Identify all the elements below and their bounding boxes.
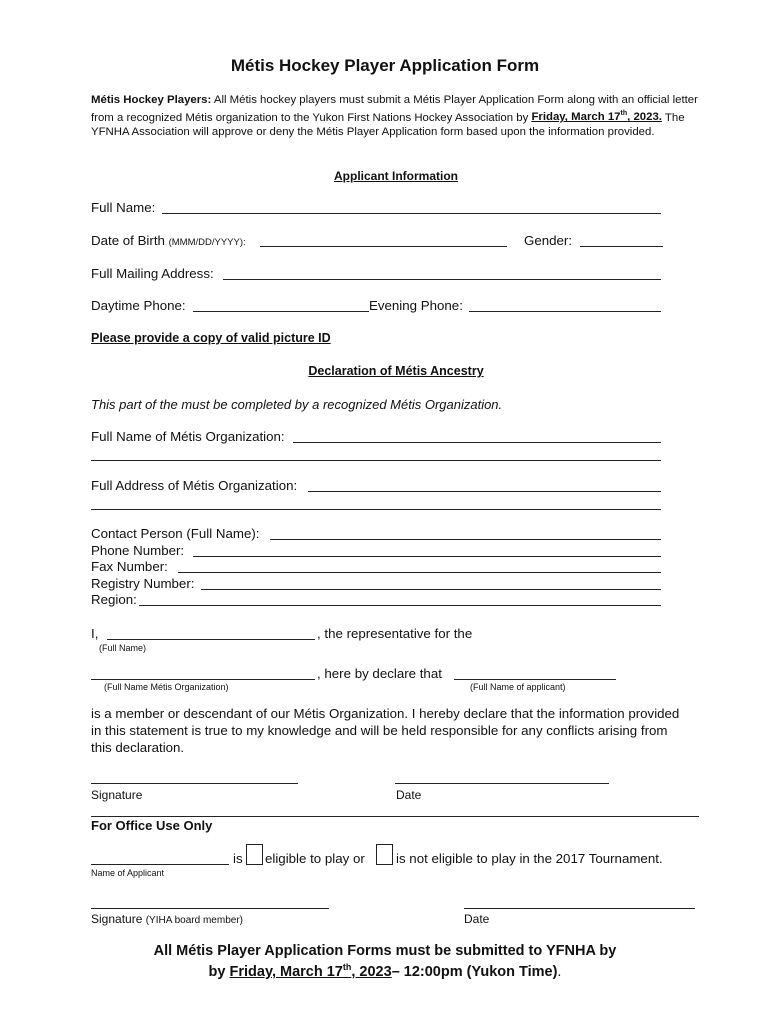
intro-text-1: All Métis hockey players must submit a Métis Player Application Form along with an official letter from a recognized Métis organization to the Yukon First Nations Hockey Association by xyxy=(91,94,698,124)
footer-deadline xyxy=(230,964,392,980)
dob-label-text: Date of Birth xyxy=(91,233,165,248)
intro-lead: Métis Hockey Players: xyxy=(91,94,212,106)
full-name-caption: (Full Name) xyxy=(99,643,147,653)
footer-line-1: All Métis Player Application Forms must be submitted to YFNHA by xyxy=(153,943,617,959)
signature-field[interactable] xyxy=(91,783,298,784)
not-eligible-label: is not eligible to play in the 2017 Tournament. xyxy=(396,851,663,866)
evening-phone-field[interactable] xyxy=(469,311,661,312)
org-address-field[interactable] xyxy=(308,491,661,492)
intro-deadline-sup: th xyxy=(620,110,628,118)
org-name-field-2[interactable] xyxy=(91,460,661,461)
dob-field[interactable] xyxy=(260,246,507,247)
eligible-label: eligible to play or xyxy=(265,851,365,866)
date-label: Date xyxy=(396,788,422,802)
fax-label: Fax Number: xyxy=(91,559,168,574)
gender-label: Gender: xyxy=(524,233,573,248)
footer-deadline-sup: th xyxy=(342,962,352,972)
signature-label: Signature xyxy=(91,788,143,802)
not-eligible-checkbox[interactable] xyxy=(376,844,393,865)
org-name-declare-field[interactable] xyxy=(91,679,315,680)
address-label: Full Mailing Address: xyxy=(91,266,214,281)
fax-field[interactable] xyxy=(178,572,661,573)
applicant-name-field[interactable] xyxy=(91,864,229,865)
footer-deadline-year: , 2023 xyxy=(351,963,392,980)
office-heading: For Office Use Only xyxy=(91,818,213,833)
form-title: Métis Hockey Player Application Form xyxy=(230,56,540,75)
registry-field[interactable] xyxy=(201,589,661,590)
date-field[interactable] xyxy=(395,783,609,784)
footer-line-2 xyxy=(0,962,770,980)
board-date-label: Date xyxy=(464,912,490,926)
address-field[interactable] xyxy=(223,279,661,280)
declaration-statement: is a member or descendant of our Métis Organization. I hereby declare that the information provided in this statement is true to my knowledge and will be held responsible for any conflicts arising from this declaration. xyxy=(91,706,680,755)
intro-deadline xyxy=(531,111,662,123)
registry-label: Registry Number: xyxy=(91,576,195,591)
phone-label: Phone Number: xyxy=(91,543,185,558)
declare-text: , here by declare that xyxy=(317,666,442,681)
evening-phone-label: Evening Phone: xyxy=(369,298,463,313)
org-address-field-2[interactable] xyxy=(91,509,661,510)
daytime-phone-field[interactable] xyxy=(193,311,369,312)
footer-time: – 12:00pm (Yukon Time) xyxy=(391,963,558,980)
name-of-applicant-caption: Name of Applicant xyxy=(91,868,165,878)
region-field[interactable] xyxy=(139,605,661,606)
applicant-name-declare-field[interactable] xyxy=(454,679,616,680)
org-caption: (Full Name Métis Organization) xyxy=(104,682,229,692)
org-name-field[interactable] xyxy=(293,442,661,443)
contact-label: Contact Person (Full Name): xyxy=(91,526,260,541)
board-signature-text: Signature xyxy=(91,912,143,926)
applicant-caption: (Full Name of applicant) xyxy=(470,682,566,692)
intro-deadline-year: , 2023. xyxy=(627,111,662,124)
id-note: Please provide a copy of valid picture ID xyxy=(91,331,331,345)
declaration-note: This part of the must be completed by a recognized Métis Organization. xyxy=(91,397,503,412)
declaration-heading: Declaration of Métis Ancestry xyxy=(308,364,484,378)
intro-deadline-date: Friday, March 17 xyxy=(531,111,621,124)
daytime-phone-label: Daytime Phone: xyxy=(91,298,186,313)
footer-period: . xyxy=(557,963,562,980)
dob-format: (MMM/DD/YYYY): xyxy=(168,237,246,248)
phone-field[interactable] xyxy=(193,556,661,557)
gender-field[interactable] xyxy=(580,246,663,247)
board-date-field[interactable] xyxy=(464,908,695,909)
is-label: is xyxy=(233,851,243,866)
i-label: I, xyxy=(91,626,99,641)
board-signature-field[interactable] xyxy=(91,908,329,909)
contact-field[interactable] xyxy=(270,539,661,540)
intro-paragraph xyxy=(91,93,701,140)
full-name-field[interactable] xyxy=(162,213,661,214)
intro-text-2: The YFNHA Association will approve or deny the Métis Player Application form based upon the information provided. xyxy=(91,111,685,138)
footer-deadline-date: Friday, March 17 xyxy=(229,963,343,980)
footer-by: by xyxy=(208,963,230,980)
board-signature-label xyxy=(91,912,243,926)
full-name-label: Full Name: xyxy=(91,200,156,215)
representative-text: , the representative for the xyxy=(317,626,473,641)
region-label: Region: xyxy=(91,592,137,607)
org-name-label: Full Name of Métis Organization: xyxy=(91,429,285,444)
eligible-checkbox[interactable] xyxy=(246,844,263,865)
applicant-heading: Applicant Information xyxy=(334,169,458,183)
representative-name-field[interactable] xyxy=(107,639,315,640)
dob-label xyxy=(91,233,246,248)
org-address-label: Full Address of Métis Organization: xyxy=(91,478,298,493)
section-divider xyxy=(91,816,699,817)
board-caption: (YIHA board member) xyxy=(145,915,243,926)
